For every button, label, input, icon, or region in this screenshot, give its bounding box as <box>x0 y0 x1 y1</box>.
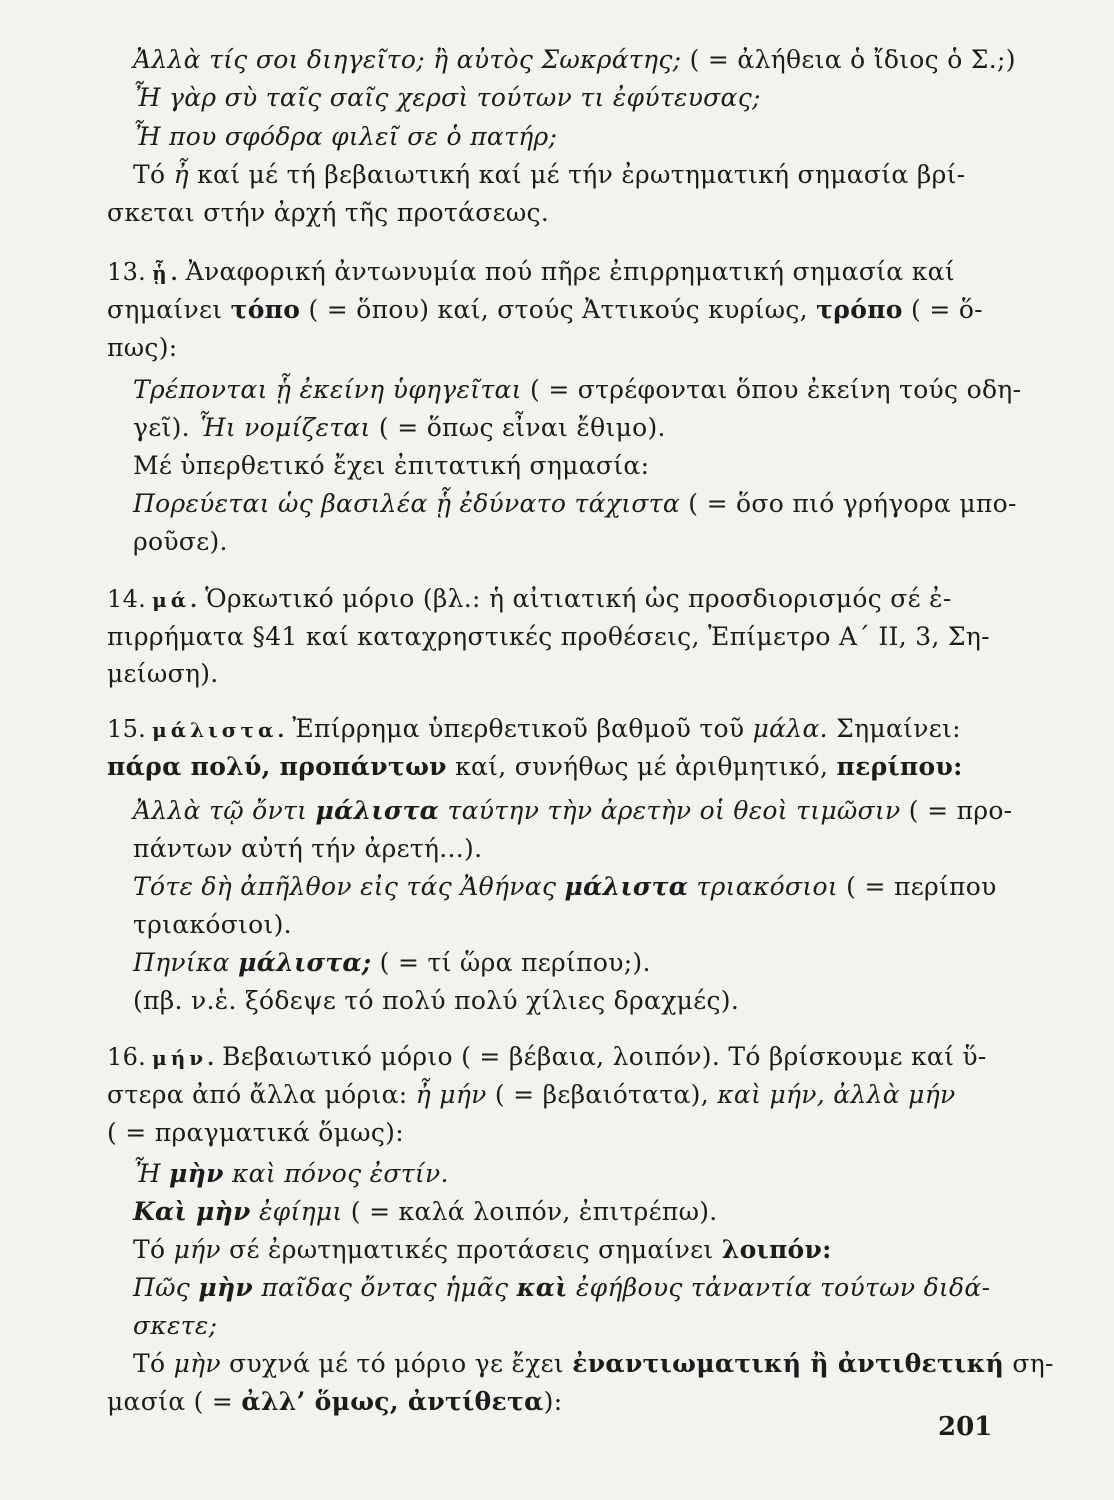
text-line: Ἀλλὰ τῷ ὄντι μάλιστα ταύτην τὴν ἀρετὴν οἱ θεοὶ τιμῶσιν ( = προ- <box>133 796 1013 825</box>
text-line: Τό ἦ καί μέ τή βεβαιωτική καί μέ τήν ἐρωτηματική σημασία βρί- <box>133 160 966 189</box>
entry-headword: μάλιστα. <box>152 718 289 742</box>
text-line: Ἦ γὰρ σὺ ταῖς σαῖς χερσὶ τούτων τι ἐφύτευσας; <box>133 83 761 112</box>
text-line: Τό μήν σέ ἐρωτηματικές προτάσεις σημαίνει λοιπόν: <box>133 1235 832 1264</box>
entry-headword: ᾗ. <box>152 261 182 285</box>
text-line: πως): <box>107 333 178 362</box>
text-line: Πῶς μὴν παῖδας ὄντας ἡμᾶς καὶ ἐφήβους τἀναντία τούτων διδά- <box>133 1273 991 1302</box>
text-line: Μέ ὑπερθετικό ἔχει ἐπιτατική σημασία: <box>133 451 650 480</box>
text-line: μασία ( = ἀλλ’ ὅμως, ἀντίθετα): <box>107 1387 563 1416</box>
entry-13: 13. ᾗ. Ἀναφορική ἀντωνυμία πού πῆρε ἐπιρρηματική σημασία καί <box>107 257 955 286</box>
text-line: σκετε; <box>133 1311 218 1340</box>
text-line: Πηνίκα μάλιστα; ( = τί ὥρα περίπου;). <box>133 948 651 977</box>
page-number: 201 <box>938 1412 993 1442</box>
text-line: πιρρήματα §41 καί καταχρηστικές προθέσεις, Ἐπίμετρο Α΄ ΙΙ, 3, Ση- <box>107 622 990 651</box>
entry-headword: μήν. <box>152 1046 219 1070</box>
text-line: ( = πραγματικά ὅμως): <box>107 1118 404 1147</box>
text-line: Ἦ που σφόδρα φιλεῖ σε ὁ πατήρ; <box>133 122 558 151</box>
text-line: γεῖ). Ἧι νομίζεται ( = ὅπως εἶναι ἔθιμο). <box>133 413 666 442</box>
text-line: στερα ἀπό ἄλλα μόρια: ἦ μήν ( = βεβαιότατα), καὶ μήν, ἀλλὰ μήν <box>107 1080 956 1109</box>
text-line: Καὶ μὴν ἐφίημι ( = καλά λοιπόν, ἐπιτρέπω). <box>133 1197 718 1226</box>
text-line: πάντων αὐτή τήν ἀρετή...). <box>133 834 483 863</box>
text-line: σκεται στήν ἀρχή τῆς προτάσεως. <box>107 198 550 227</box>
entry-15: 15. μάλιστα. Ἐπίρρημα ὑπερθετικοῦ βαθμοῦ τοῦ μάλα. Σημαίνει: <box>107 714 961 743</box>
entry-16: 16. μήν. Βεβαιωτικό μόριο ( = βέβαια, λοιπόν). Τό βρίσκουμε καί ὕ- <box>107 1042 987 1071</box>
text-line: Τό μὴν συχνά μέ τό μόριο γε ἔχει ἐναντιωματική ἢ ἀντιθετική ση- <box>133 1349 1054 1378</box>
entry-14: 14. μά. Ὁρκωτικό μόριο (βλ.: ἡ αἰτιατική ὡς προσδιορισμός σέ ἐ- <box>107 584 952 613</box>
text-line: τριακόσιοι). <box>133 910 292 939</box>
entry-headword: μά. <box>152 588 202 612</box>
text-line: Τρέπονται ᾗ ἐκείνη ὑφηγεῖται ( = στρέφονται ὅπου ἐκείνη τούς οδη- <box>133 375 1022 404</box>
text-line: Ἀλλὰ τίς σοι διηγεῖτο; ἢ αὐτὸς Σωκράτης; ( = ἀλήθεια ὁ ἴδιος ὁ Σ.;) <box>133 45 1016 74</box>
text-line: μείωση). <box>107 659 219 688</box>
text-line: πάρα πολύ, προπάντων καί, συνήθως μέ ἀριθμητικό, περίπου: <box>107 752 963 781</box>
text-line: Ἦ μὴν καὶ πόνος ἐστίν. <box>133 1159 449 1188</box>
text-line: ροῦσε). <box>133 527 228 556</box>
text-line: Τότε δὴ ἀπῆλθον εἰς τάς Ἀθήνας μάλιστα τριακόσιοι ( = περίπου <box>133 872 997 901</box>
text-line: Πορεύεται ὡς βασιλέα ᾗ ἐδύνατο τάχιστα ( = ὅσο πιό γρήγορα μπο- <box>133 489 1017 518</box>
text-line: (πβ. ν.ἑ. ξόδεψε τό πολύ πολύ χίλιες δραχμές). <box>133 986 740 1015</box>
text-line: σημαίνει τόπο ( = ὅπου) καί, στούς Ἀττικούς κυρίως, τρόπο ( = ὅ- <box>107 295 983 324</box>
